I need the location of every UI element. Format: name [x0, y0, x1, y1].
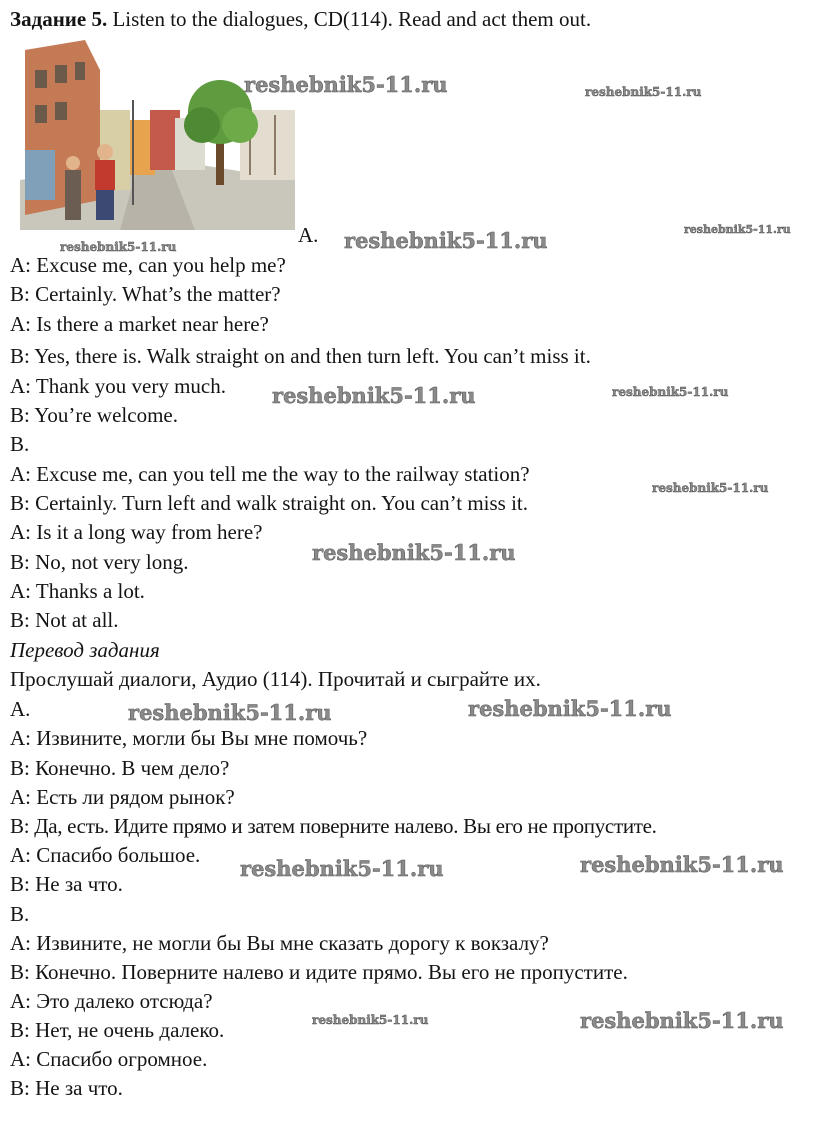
watermark: reshebnik5-11.ru [312, 540, 516, 565]
dialog-a-line-3: A: Is there a market near here? [10, 312, 269, 336]
translation-b-line-2: B: Конечно. Поверните налево и идите прямо. Вы его не пропустите. [10, 960, 628, 984]
translation-b-line-5: A: Спасибо огромное. [10, 1047, 208, 1071]
watermark: reshebnik5-11.ru [344, 228, 548, 253]
watermark: reshebnik5-11.ru [580, 1008, 784, 1033]
translation-a-label: A. [10, 697, 31, 721]
watermark: reshebnik5-11.ru [128, 700, 332, 725]
dialog-a-line-2: B: Certainly. What’s the matter? [10, 282, 281, 306]
translation-instruction: Прослушай диалоги, Аудио (114). Прочитай и сыграйте их. [10, 667, 541, 691]
translation-a-line-2: B: Конечно. В чем дело? [10, 756, 230, 780]
translation-a-line-3: A: Есть ли рядом рынок? [10, 785, 235, 809]
dialog-a-line-6: B: You’re welcome. [10, 403, 178, 427]
dialog-b-line-5: A: Thanks a lot. [10, 579, 145, 603]
dialog-a-line-1: A: Excuse me, can you help me? [10, 253, 286, 277]
watermark: reshebnik5-11.ru [244, 72, 448, 97]
dialog-b-line-1: A: Excuse me, can you tell me the way to the railway station? [10, 462, 530, 486]
dialog-a-label: A. [298, 223, 319, 247]
dialog-b-line-6: B: Not at all. [10, 608, 119, 632]
dialog-a-line-4: B: Yes, there is. Walk straight on and then turn left. You can’t miss it. [10, 344, 591, 368]
translation-heading: Перевод задания [10, 638, 160, 662]
translation-a-line-4: B: Да, есть. Идите прямо и затем поверните налево. Вы его не пропустите. [10, 814, 657, 838]
dialog-b-line-4: B: No, not very long. [10, 550, 189, 574]
translation-b-line-1: A: Извините, не могли бы Вы мне сказать дорогу к вокзалу? [10, 931, 549, 955]
street-scene-illustration [20, 40, 295, 230]
translation-b-label: B. [10, 902, 30, 926]
dialog-b-line-3: A: Is it a long way from here? [10, 520, 263, 544]
watermark: reshebnik5-11.ru [612, 385, 729, 399]
translation-b-line-6: B: Не за что. [10, 1076, 123, 1100]
watermark: reshebnik5-11.ru [580, 852, 784, 877]
watermark: reshebnik5-11.ru [684, 223, 791, 236]
translation-b-line-4: B: Нет, не очень далеко. [10, 1018, 225, 1042]
dialog-a-line-5: A: Thank you very much. [10, 374, 226, 398]
watermark: reshebnik5-11.ru [652, 481, 769, 495]
watermark: reshebnik5-11.ru [585, 85, 702, 99]
watermark: reshebnik5-11.ru [312, 1013, 429, 1027]
task-instruction: Listen to the dialogues, CD(114). Read and act them out. [107, 7, 592, 31]
translation-a-line-1: A: Извините, могли бы Вы мне помочь? [10, 726, 368, 750]
translation-a-line-6: B: Не за что. [10, 872, 123, 896]
watermark: reshebnik5-11.ru [60, 240, 177, 254]
dialog-b-label: B. [10, 432, 30, 456]
watermark: reshebnik5-11.ru [468, 696, 672, 721]
task-number: Задание 5. [10, 7, 108, 31]
translation-a-line-5: A: Спасибо большое. [10, 843, 201, 867]
watermark: reshebnik5-11.ru [272, 383, 476, 408]
watermark: reshebnik5-11.ru [240, 856, 444, 881]
translation-b-line-3: A: Это далеко отсюда? [10, 989, 213, 1013]
dialog-b-line-2: B: Certainly. Turn left and walk straight on. You can’t miss it. [10, 491, 528, 515]
task-title [10, 6, 591, 32]
